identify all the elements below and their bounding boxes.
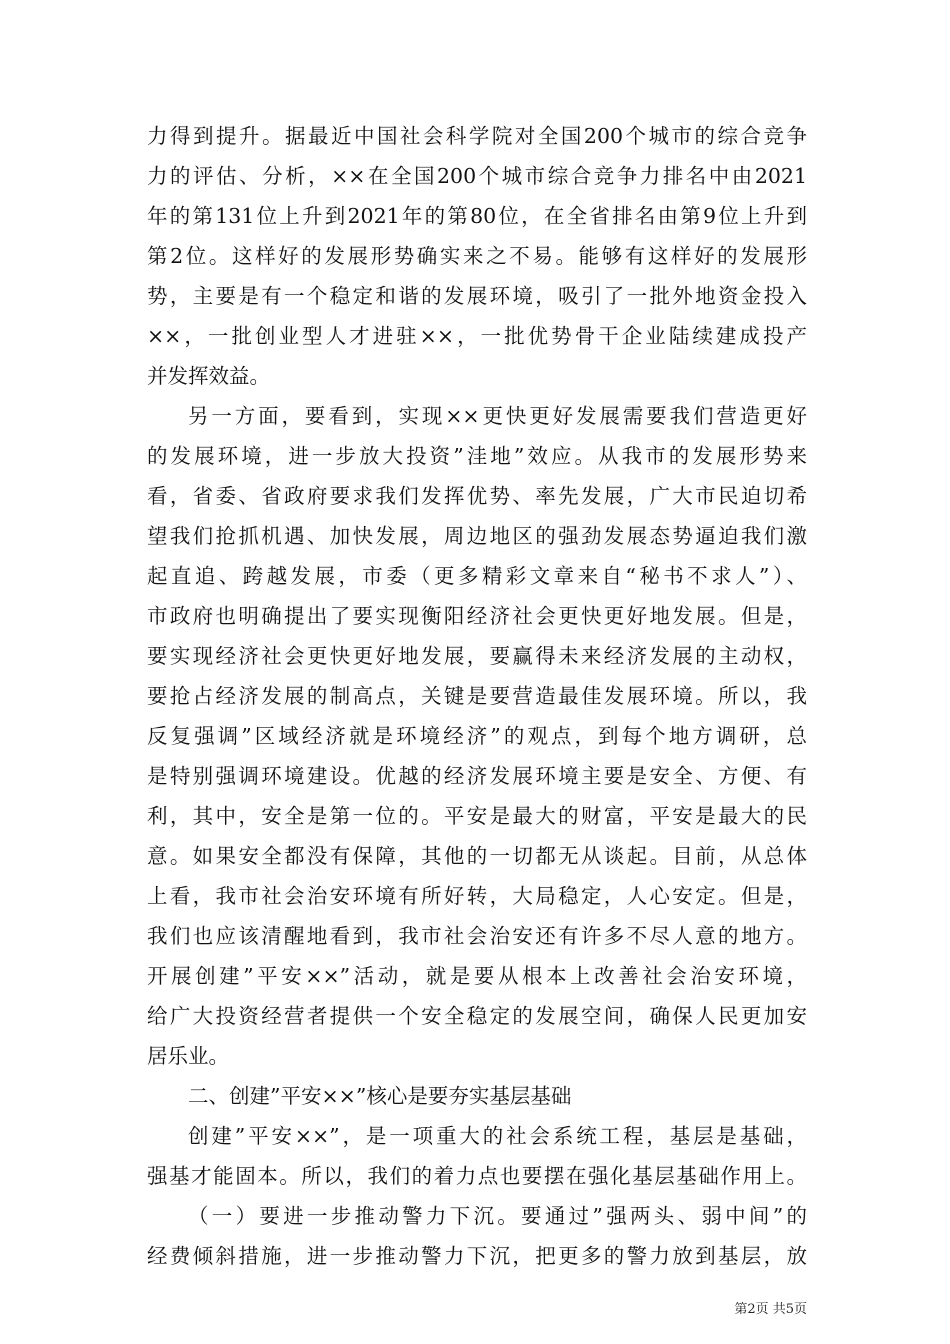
body-line: 起直追、跨越发展，市委（更多精彩文章来自“秘书不求人”）、 (147, 564, 807, 588)
body-line: 要抢占经济发展的制高点，关键是要营造最佳发展环境。所以，我 (147, 684, 807, 708)
body-line: 居乐业。 (147, 1044, 229, 1068)
body-line: 反复强调”区域经济就是环境经济”的观点，到每个地方调研，总 (147, 724, 807, 748)
body-line: ××，一批创业型人才进驻××，一批优势骨干企业陆续建成投产 (147, 324, 807, 348)
body-line: 我们也应该清醒地看到，我市社会治安还有许多不尽人意的地方。 (147, 924, 807, 948)
body-line: 另一方面，要看到，实现××更快更好发展需要我们营造更好 (188, 404, 807, 428)
page-number: 第2页 共5页 (734, 1302, 807, 1317)
body-line: 年的第131位上升到2021年的第80位，在全省排名由第9位上升到 (147, 204, 807, 228)
body-line: 利，其中，安全是第一位的。平安是最大的财富，平安是最大的民 (147, 804, 807, 828)
body-line: 意。如果安全都没有保障，其他的一切都无从谈起。目前，从总体 (147, 844, 807, 868)
body-line: （一）要进一步推动警力下沉。要通过”强两头、弱中间”的 (188, 1204, 807, 1228)
body-line: 强基才能固本。所以，我们的着力点也要摆在强化基层基础作用上。 (147, 1164, 807, 1188)
body-line: 势，主要是有一个稳定和谐的发展环境，吸引了一批外地资金投入 (147, 284, 807, 308)
body-line: 望我们抢抓机遇、加快发展，周边地区的强劲发展态势逼迫我们激 (147, 524, 807, 548)
body-line: 要实现经济社会更快更好地发展，要赢得未来经济发展的主动权， (147, 644, 807, 668)
body-line: 创建”平安××”，是一项重大的社会系统工程，基层是基础， (188, 1124, 807, 1148)
body-line: 第2位。这样好的发展形势确实来之不易。能够有这样好的发展形 (147, 244, 807, 268)
body-line: 看，省委、省政府要求我们发挥优势、率先发展，广大市民迫切希 (147, 484, 807, 508)
body-line: 上看，我市社会治安环境有所好转，大局稳定，人心安定。但是， (147, 884, 807, 908)
body-line: 是特别强调环境建设。优越的经济发展环境主要是安全、方便、有 (147, 764, 807, 788)
body-line: 经费倾斜措施，进一步推动警力下沉，把更多的警力放到基层，放 (147, 1244, 807, 1268)
body-line: 市政府也明确提出了要实现衡阳经济社会更快更好地发展。但是， (147, 604, 807, 628)
body-line: 开展创建”平安××”活动，就是要从根本上改善社会治安环境， (147, 964, 807, 988)
body-line: 并发挥效益。 (147, 364, 270, 388)
body-line: 力得到提升。据最近中国社会科学院对全国200个城市的综合竞争 (147, 124, 807, 148)
body-line: 的发展环境，进一步放大投资”洼地”效应。从我市的发展形势来 (147, 444, 807, 468)
body-line: 力的评估、分析，××在全国200个城市综合竞争力排名中由2021 (147, 164, 807, 188)
section-heading: 二、创建”平安××”核心是要夯实基层基础 (188, 1084, 572, 1108)
body-line: 给广大投资经营者提供一个安全稳定的发展空间，确保人民更加安 (147, 1004, 807, 1028)
